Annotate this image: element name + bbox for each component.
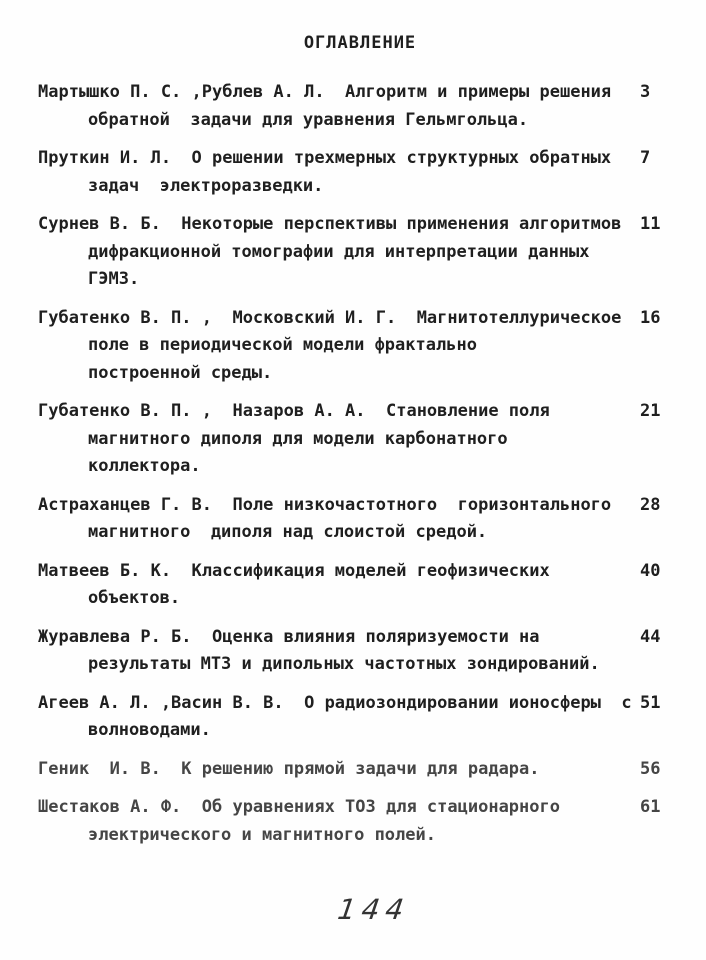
entry-line: обратной задачи для уравнения Гельмгольца. bbox=[88, 109, 529, 130]
toc-entry bbox=[38, 624, 706, 679]
entry-page-number: 51 bbox=[640, 692, 661, 713]
entry-line: объектов. bbox=[88, 588, 181, 608]
entry-page-number: 16 bbox=[640, 307, 661, 328]
entry-title bbox=[38, 624, 640, 679]
entry-line: магнитного диполя для модели карбонатного bbox=[88, 428, 508, 449]
entry-page-number: 11 bbox=[640, 214, 661, 234]
entry-title bbox=[38, 492, 640, 547]
entry-title bbox=[38, 690, 640, 745]
toc-entry bbox=[38, 558, 706, 613]
entry-title bbox=[38, 558, 640, 613]
entry-line: Пруткин И. Л. О решении трехмерных структурных обратных bbox=[38, 148, 612, 168]
toc-entries bbox=[38, 79, 706, 849]
page-title: ОГЛАВЛЕНИЕ bbox=[303, 33, 417, 53]
entry-title bbox=[38, 145, 640, 200]
entry-line: Губатенко В. П. , Московский И. Г. Магнитотеллурическое bbox=[38, 307, 622, 328]
entry-title bbox=[38, 756, 640, 784]
toc-entry bbox=[38, 305, 706, 388]
entry-line: Астраханцев Г. В. Поле низкочастотного горизонтального bbox=[38, 494, 612, 515]
entry-title bbox=[38, 211, 640, 294]
entry-page-number: 40 bbox=[640, 560, 661, 581]
entry-page-number: 44 bbox=[640, 626, 661, 647]
entry-line: Мартышко П. С. ,Рублев А. Л. Алгоритм и примеры решения bbox=[38, 82, 612, 102]
entry-page-number: 3 bbox=[640, 82, 651, 102]
entry-line: ГЭМЗ. bbox=[88, 269, 140, 289]
entry-line: Журавлева Р. Б. Оценка влияния поляризуемости на bbox=[38, 626, 540, 647]
entry-line: Геник И. В. К решению прямой задачи для радара. bbox=[38, 758, 540, 779]
entry-line: магнитного диполя над слоистой средой. bbox=[88, 522, 488, 542]
entry-title bbox=[38, 794, 640, 849]
entry-line: Шестаков А. Ф. Об уравнениях ТОЗ для стационарного bbox=[38, 797, 560, 817]
entry-line: электрического и магнитного полей. bbox=[88, 824, 436, 845]
entry-page-number: 56 bbox=[640, 758, 661, 779]
entry-line: Губатенко В. П. , Назаров А. А. Становление поля bbox=[38, 401, 550, 421]
entry-line: Агеев А. Л. ,Васин В. В. О радиозондировании ионосферы с bbox=[38, 692, 632, 713]
toc-entry bbox=[38, 145, 706, 200]
entry-page-number: 7 bbox=[640, 148, 651, 168]
entry-line: задач электроразведки. bbox=[88, 175, 324, 196]
entry-line: поле в периодической модели фрактально bbox=[88, 335, 477, 355]
entry-line: Сурнев В. Б. Некоторые перспективы применения алгоритмов bbox=[38, 214, 622, 234]
entry-title bbox=[38, 305, 640, 388]
toc-entry bbox=[38, 690, 706, 745]
entry-line: построенной среды. bbox=[88, 362, 273, 383]
entry-title bbox=[38, 398, 640, 481]
entry-page-number: 61 bbox=[640, 797, 661, 817]
entry-line: Матвеев Б. К. Классификация моделей геофизических bbox=[38, 560, 550, 581]
entry-page-number: 21 bbox=[640, 401, 661, 421]
toc-entry bbox=[38, 756, 706, 784]
toc-entry bbox=[38, 794, 706, 849]
handwritten-page-number: 144 bbox=[335, 893, 412, 926]
entry-title bbox=[38, 79, 640, 134]
entry-line: дифракционной томографии для интерпретации данных bbox=[88, 241, 590, 262]
entry-line: результаты МТЗ и дипольных частотных зондирований. bbox=[88, 654, 600, 674]
toc-entry bbox=[38, 79, 706, 134]
entry-page-number: 28 bbox=[640, 494, 661, 515]
toc-entry bbox=[38, 211, 706, 294]
entry-line: волноводами. bbox=[88, 720, 211, 740]
toc-entry bbox=[38, 492, 706, 547]
toc-entry bbox=[38, 398, 706, 481]
entry-line: коллектора. bbox=[88, 456, 201, 476]
